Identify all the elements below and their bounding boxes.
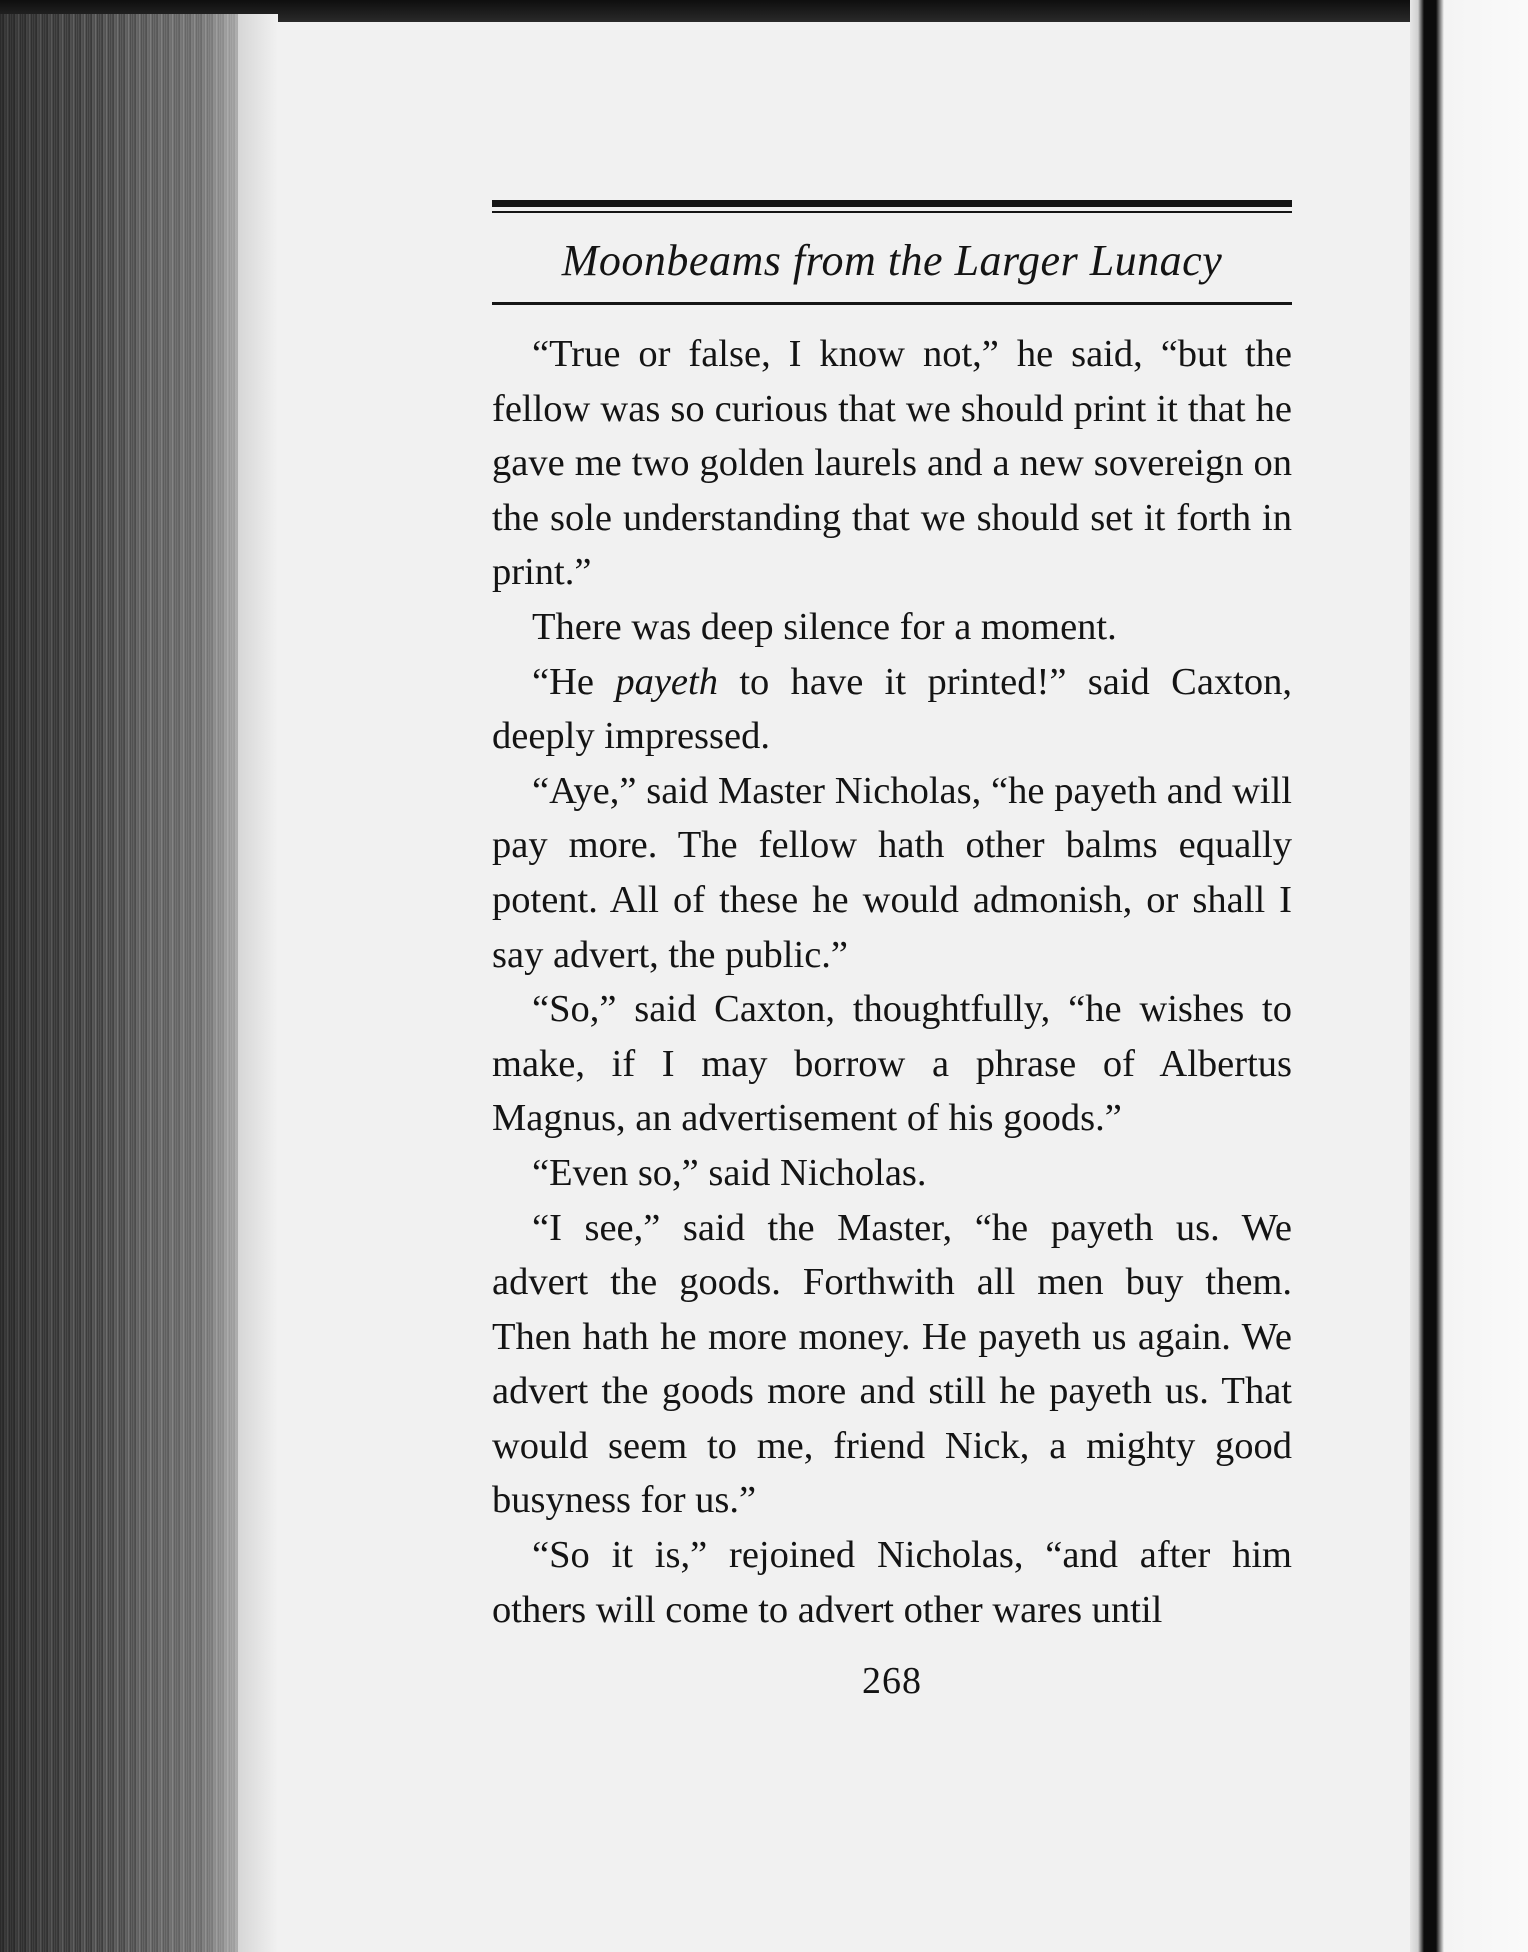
paragraph-3 [492,655,1292,764]
paragraph-8: “So it is,” rejoined Nicholas, “and after him others will come to advert other wares until [492,1534,1292,1631]
facing-page-edge [1410,0,1528,1952]
running-head: Moonbeams from the Larger Lunacy [561,236,1223,285]
book-page-edges [0,14,240,1952]
page-text-block [492,200,1292,1703]
body-text [492,327,1292,1637]
paragraph-3-before: “He [532,660,616,703]
gutter-shadow [238,14,278,1952]
paragraph-3-after: to have it printed!” said Caxton, deeply impressed. [492,660,1292,758]
emphasis-payeth: payeth [615,660,718,703]
header-rule-thin [492,211,1292,213]
paragraph-5: “So,” said Caxton, thoughtfully, “he wishes to make, if I may borrow a phrase of Albertus Magnus, an advertisement of his goods.” [492,988,1292,1140]
header-rule-bottom [492,302,1292,305]
paragraph-6: “Even so,” said Nicholas. [532,1151,927,1194]
page-number: 268 [862,1660,922,1703]
paragraph-1: “True or false, I know not,” he said, “but the fellow was so curious that we should print it that he gave me two golden laurels and a new sovereign on the sole understanding that we should set it forth in print.” [492,333,1292,594]
paragraph-7: “I see,” said the Master, “he payeth us. We advert the goods. Forthwith all men buy them. Then hath he more money. He payeth us again. We advert the goods more and still he payeth us. That would seem to me, friend Nick, a mighty good busyness for us.” [492,1206,1292,1522]
paragraph-4: “Aye,” said Master Nicholas, “he payeth and will pay more. The fellow hath other balms equally potent. All of these he would admonish, or shall I say advert, the public.” [492,769,1292,976]
paragraph-2: There was deep silence for a moment. [532,605,1117,648]
header-rule-thick [492,200,1292,207]
